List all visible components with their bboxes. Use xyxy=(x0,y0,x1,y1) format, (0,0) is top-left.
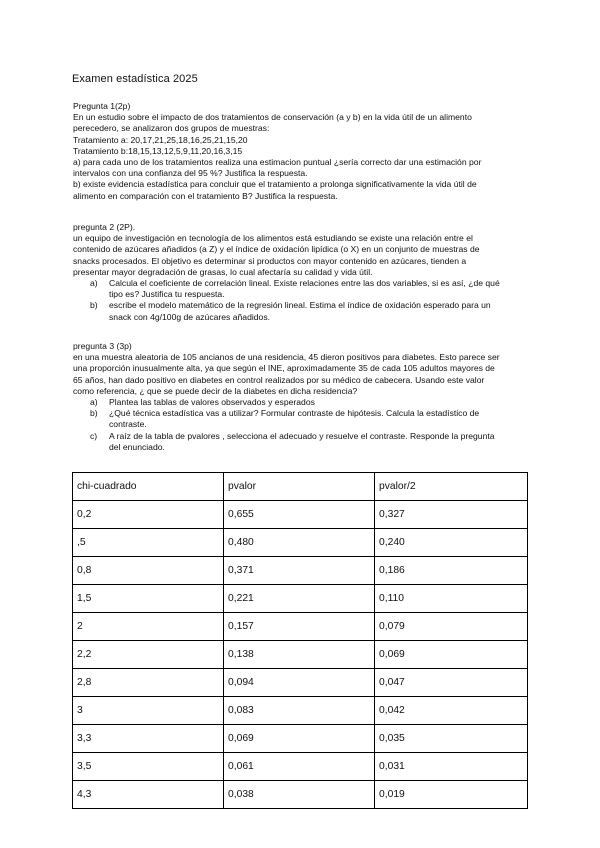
table-cell: 2 xyxy=(73,613,224,641)
question-3-line: como referencia, ¿ que se puede decir de la diabetes en dicha residencia? xyxy=(73,385,358,396)
question-3-item-a xyxy=(73,397,535,408)
table-cell: 0,061 xyxy=(224,753,375,781)
question-2-items xyxy=(73,278,535,323)
question-2-line: presentar mayor degradación de grasas, lo cual afectaría su calidad y vida útil. xyxy=(73,266,373,277)
table-cell: 0,157 xyxy=(224,613,375,641)
table-row xyxy=(73,501,528,529)
question-3-heading: pregunta 3 (3p) xyxy=(73,341,132,351)
table-row xyxy=(73,697,528,725)
question-3-item-b xyxy=(73,408,535,430)
question-2-line: contenido de azúcares añadidos (a Z) y el índice de oxidación lipídica (o X) en un conjunto de muestras de xyxy=(73,244,480,255)
exam-title: Examen estadística 2025 xyxy=(72,73,198,85)
question-2-line: un equipo de investigación en tecnología de los alimentos está estudiando se existe una relación entre el xyxy=(73,233,473,244)
table-cell: 0,031 xyxy=(375,753,528,781)
table-cell: 0,2 xyxy=(73,501,224,529)
item-marker: b) xyxy=(90,300,98,311)
table-cell: 0,094 xyxy=(224,669,375,697)
table-row xyxy=(73,725,528,753)
item-text: del enunciado. xyxy=(109,441,165,452)
question-1-line: En un estudio sobre el impacto de dos tratamientos de conservación (a y b) en la vida útil de un alimento xyxy=(73,112,472,123)
table-cell: 2,2 xyxy=(73,641,224,669)
item-text: A raíz de la tabla de pvalores , selecciona el adecuado y resuelve el contraste. Responde la pregunta xyxy=(109,430,495,441)
table-cell: 0,035 xyxy=(375,725,528,753)
question-1-line: Tratamiento a: 20,17,21,25,18,16,25,21,15,20 xyxy=(73,134,248,145)
table-cell: 0,083 xyxy=(224,697,375,725)
table-cell: 3,3 xyxy=(73,725,224,753)
question-1-line: b) existe evidencia estadística para concluir que el tratamiento a prolonga significativamente la vida útil de xyxy=(73,179,477,190)
table-cell: 0,480 xyxy=(224,529,375,557)
table-cell: 0,110 xyxy=(375,585,528,613)
table-row xyxy=(73,753,528,781)
question-1-line: Tratamiento b:18,15,13,12,5,9,11,20,16,3,15 xyxy=(73,145,243,156)
table-cell: 0,019 xyxy=(375,781,528,809)
item-marker: b) xyxy=(90,408,98,419)
table-cell: 1,5 xyxy=(73,585,224,613)
table-row xyxy=(73,529,528,557)
table-cell: 2,8 xyxy=(73,669,224,697)
table-cell: 0,186 xyxy=(375,557,528,585)
table-cell: 0,042 xyxy=(375,697,528,725)
question-2-item-b xyxy=(73,300,535,322)
question-1-line: intervalos con una confianza del 95 %? Justifica la respuesta. xyxy=(73,168,308,179)
table-row xyxy=(73,641,528,669)
item-marker: a) xyxy=(90,397,98,408)
table-cell: 0,655 xyxy=(224,501,375,529)
column-header-pvalor: pvalor xyxy=(224,473,375,501)
table-row xyxy=(73,781,528,809)
table-row xyxy=(73,613,528,641)
item-text: snack con 4g/100g de azúcares añadidos. xyxy=(109,311,271,322)
item-text: contraste. xyxy=(109,419,147,430)
item-marker: a) xyxy=(90,278,98,289)
question-3 xyxy=(73,341,535,453)
question-2-item-a xyxy=(73,278,535,300)
item-marker: c) xyxy=(90,430,98,441)
table-cell: 3,5 xyxy=(73,753,224,781)
table-cell: 0,069 xyxy=(375,641,528,669)
question-3-line: 65 años, han dado positivo en diabetes en control realizados por su médico de cabecera. Usando este valor xyxy=(73,374,485,385)
table-cell: 0,038 xyxy=(224,781,375,809)
table-row xyxy=(73,669,528,697)
table-cell: 0,8 xyxy=(73,557,224,585)
pvalue-table xyxy=(72,472,528,809)
item-text: ¿Qué técnica estadística vas a utilizar? Formular contraste de hipótesis. Calcula la estadístico de xyxy=(109,408,480,419)
question-1-heading: Pregunta 1(2p) xyxy=(73,101,131,111)
table-cell: 0,327 xyxy=(375,501,528,529)
question-3-items xyxy=(73,397,535,453)
table-cell: ,5 xyxy=(73,529,224,557)
table-cell: 0,371 xyxy=(224,557,375,585)
table-header-row xyxy=(73,473,528,501)
table-cell: 4,3 xyxy=(73,781,224,809)
question-1-line: perecedero, se analizaron dos grupos de muestras: xyxy=(73,123,270,134)
question-1-line: a) para cada uno de los tratamientos realiza una estimacion puntual ¿sería correcto dar una estimación por xyxy=(73,157,482,168)
table-row xyxy=(73,585,528,613)
item-text: tipo es? Justifica tu respuesta. xyxy=(109,289,225,300)
table-row xyxy=(73,557,528,585)
question-2-heading: pregunta 2 (2P). xyxy=(73,222,136,232)
item-text: Calcula el coeficiente de correlación lineal. Existe relaciones entre las dos variables, si es así, ¿de qué xyxy=(109,278,500,289)
item-text: Plantea las tablas de valores observados y esperados xyxy=(109,397,315,408)
table-cell: 3 xyxy=(73,697,224,725)
question-1 xyxy=(73,101,535,202)
table-cell: 0,047 xyxy=(375,669,528,697)
question-3-line: una proporción inusualmente alta, ya que según el INE, aproximadamente 35 de cada 105 adultos mayores de xyxy=(73,363,495,374)
item-text: escribe el modelo matemático de la regresión lineal. Estima el índice de oxidación esperado para un xyxy=(109,300,491,311)
column-header-chi: chi-cuadrado xyxy=(73,473,224,501)
question-2 xyxy=(73,222,535,323)
question-3-line: en una muestra aleatoria de 105 ancianos de una residencia, 45 dieron positivos para diabetes. Esto parece ser xyxy=(73,352,500,363)
question-2-line: snacks procesados. El objetivo es determinar si productos con mayor contenido en azúcares, tienden a xyxy=(73,255,467,266)
table-cell: 0,240 xyxy=(375,529,528,557)
question-1-line: alimento en comparación con el tratamiento B? Justifica la respuesta. xyxy=(73,190,338,201)
table-cell: 0,079 xyxy=(375,613,528,641)
table-cell: 0,138 xyxy=(224,641,375,669)
table-cell: 0,221 xyxy=(224,585,375,613)
table-cell: 0,069 xyxy=(224,725,375,753)
question-3-item-c xyxy=(73,431,535,453)
column-header-pvalor-half: pvalor/2 xyxy=(375,473,528,501)
